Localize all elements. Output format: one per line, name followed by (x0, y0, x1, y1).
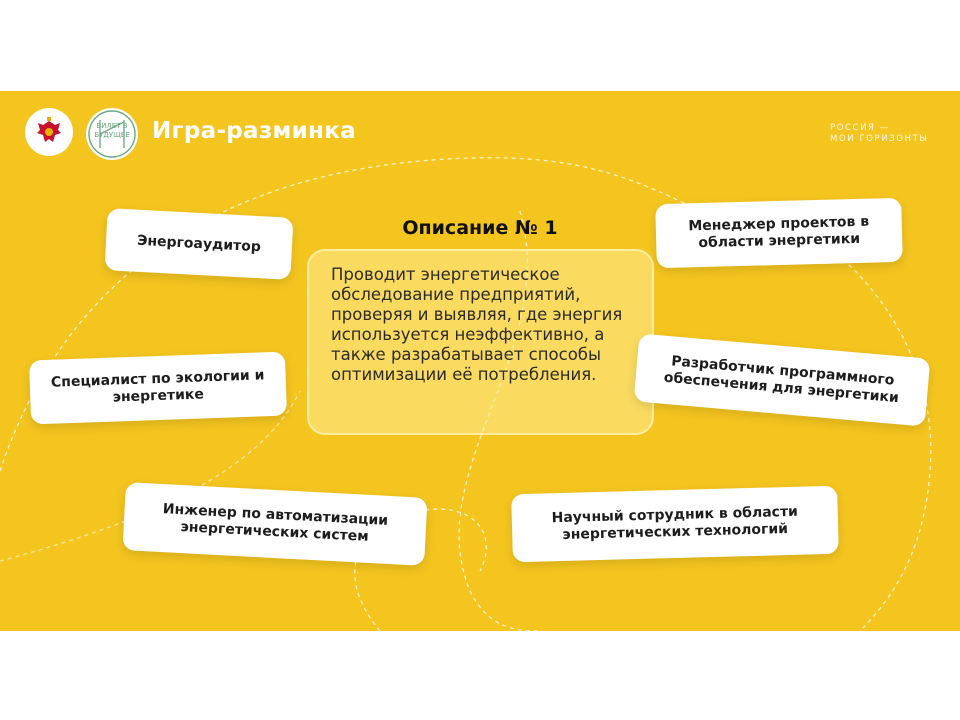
description-text: Проводит энергетическое обследование предприятий, проверяя и выявляя, где энергия используется неэффективно, а также разрабатывает способы оптимизации её потребления. (331, 265, 623, 384)
ministry-emblem-logo (25, 108, 73, 156)
answer-card-research-scientist[interactable] (511, 486, 839, 563)
brand-line-1: РОССИЯ — (830, 123, 890, 133)
card-label: Разработчик программного обеспечения для энергетики (663, 353, 900, 407)
page-title: Игра-разминка (152, 118, 356, 144)
ticket-to-future-logo (86, 108, 138, 160)
eagle-emblem-icon (32, 115, 66, 149)
answer-card-energy-project-manager[interactable] (655, 198, 903, 268)
brand-line-2: МОИ ГОРИЗОНТЫ (830, 134, 929, 144)
answer-card-energy-auditor[interactable] (105, 208, 294, 280)
description-title: Описание № 1 (402, 217, 558, 239)
card-label: Менеджер проектов в области энергетики (688, 213, 870, 252)
card-label: Научный сотрудник в области энергетических технологий (551, 503, 799, 543)
card-label: Специалист по экологии и энергетике (50, 367, 265, 406)
card-label: Инженер по автоматизации энергетических систем (162, 501, 389, 545)
card-label: Энергоаудитор (136, 232, 262, 255)
logo2-text: БИЛЕТ В БУДУЩЕЕ (94, 122, 130, 139)
answer-card-ecology-specialist[interactable] (29, 352, 287, 425)
description-box (307, 249, 654, 435)
brand-mark (830, 123, 928, 145)
